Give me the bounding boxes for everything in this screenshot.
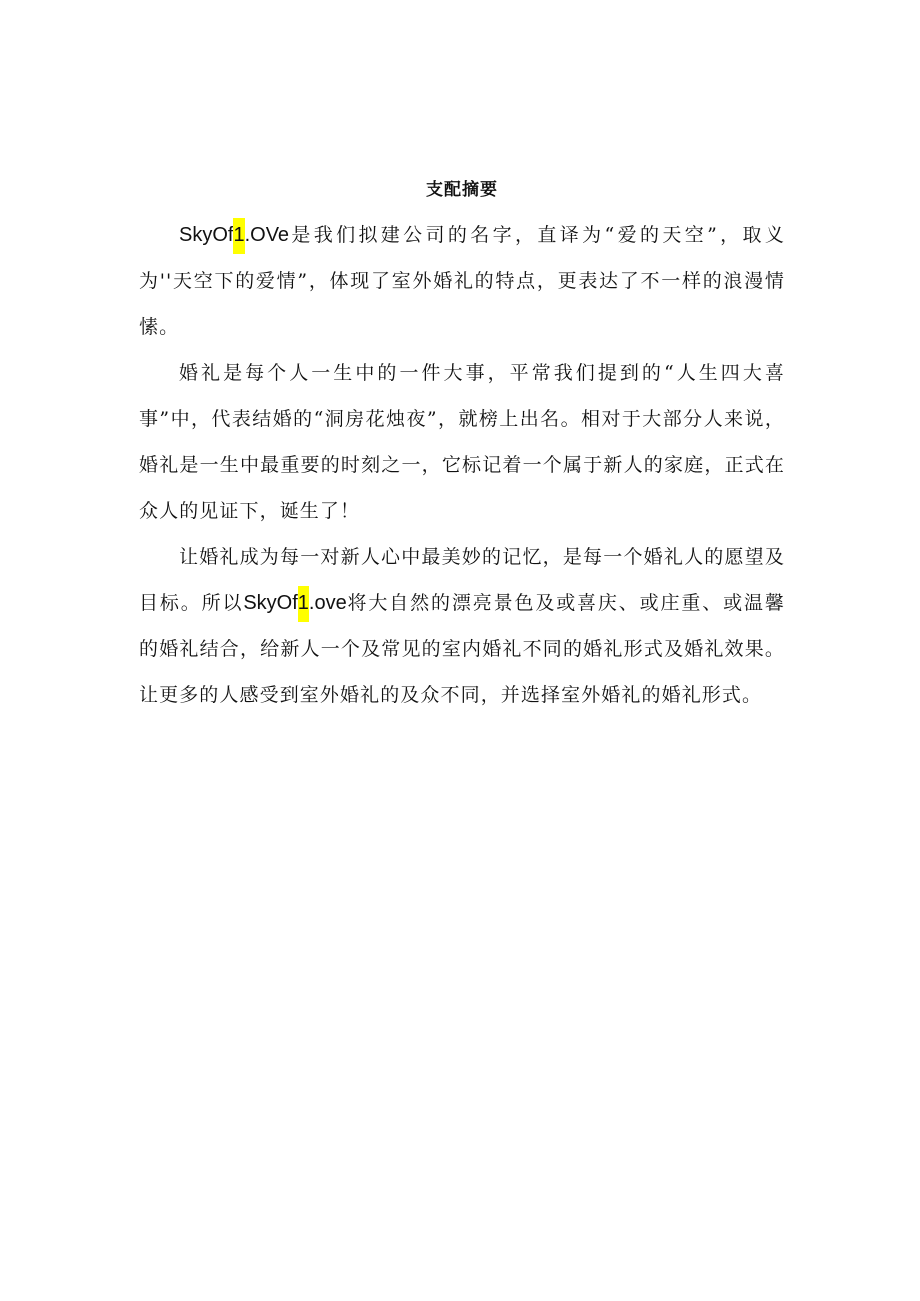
- brand-name-part: SkyOf: [179, 224, 234, 246]
- paragraph-outdoor-wedding: [139, 534, 785, 718]
- brand-name-part: .OVe: [244, 224, 290, 246]
- paragraph-text: 是我们拟建公司的名字，直译为“爱的天空”，取义为''天空下的爱情”，体现了室外婚礼的特点，更表达了不一样的浪漫情愫。: [139, 224, 785, 338]
- highlighted-text: 1: [298, 586, 309, 622]
- document-body: [139, 168, 785, 718]
- paragraph-text: 婚礼是每个人一生中的一件大事，平常我们提到的“人生四大喜事”中，代表结婚的“洞房花烛夜”，就榜上出名。相对于大部分人来说，婚礼是一生中最重要的时刻之一，它标记着一个属于新人的家庭，正式在众人的见证下，诞生了！: [139, 362, 785, 522]
- paragraph-text: 将大自然的漂亮景色及或喜庆、或庄重、或温馨的婚礼结合，给新人一个及常见的室内婚礼不同的婚礼形式及婚礼效果。让更多的人感受到室外婚礼的及众不同，并选择室外婚礼的婚礼形式。: [139, 592, 785, 706]
- highlighted-text: 1: [233, 218, 244, 254]
- paragraph-wedding-importance: [139, 350, 785, 534]
- brand-name-part: SkyOf: [243, 592, 298, 614]
- paragraph-intro: [139, 212, 785, 350]
- document-title: 支配摘要: [426, 180, 498, 200]
- paragraph-text: 让婚礼成为每一对新人心中最美妙的记忆，是每一个婚礼人的愿望及目标。所以: [139, 546, 785, 614]
- brand-name-part: .ove: [308, 592, 347, 614]
